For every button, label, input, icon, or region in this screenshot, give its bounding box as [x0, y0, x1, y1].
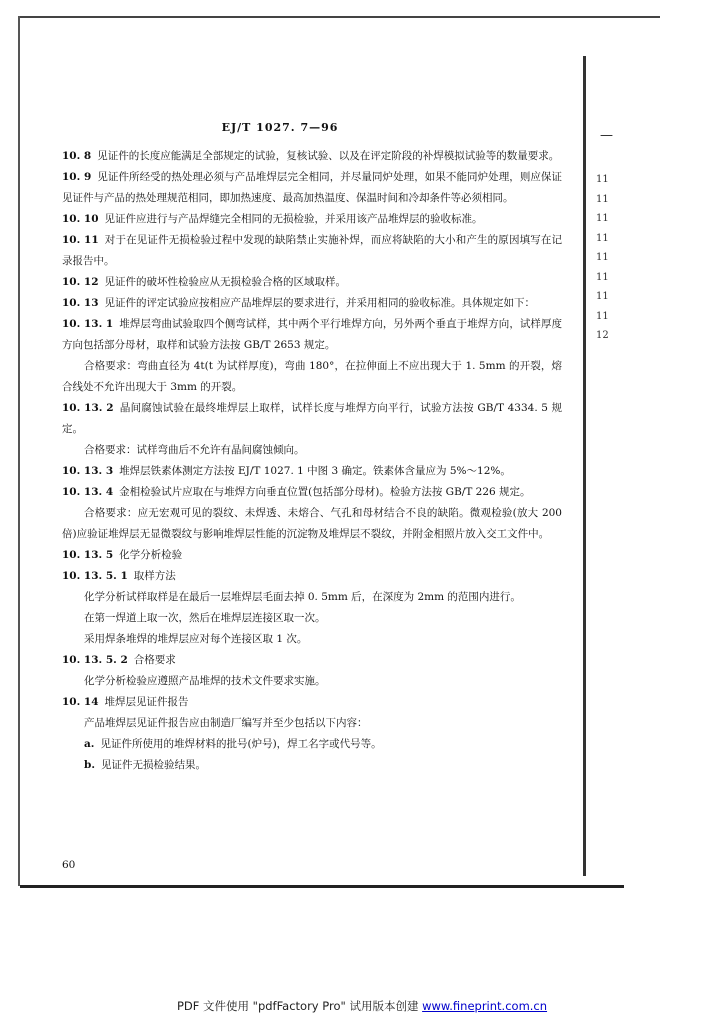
- paragraph: [62, 734, 562, 755]
- clause-text: 化学分析检验应遵照产品堆焊的技术文件要求实施。: [84, 675, 326, 687]
- margin-mark: 11: [596, 213, 609, 224]
- clause-text: 见证件的破坏性检验应从无损检验合格的区域取样。: [104, 276, 347, 288]
- paragraph: [62, 587, 562, 608]
- paragraph: [62, 692, 562, 713]
- clause-text: 见证件无损检验结果。: [101, 759, 206, 771]
- clause-text: 合格要求：应无宏观可见的裂纹、未焊透、未熔合、气孔和母材结合不良的缺陷。微观检验(放大 200 倍)应验证堆焊层无显微裂纹与影响堆焊层性能的沉淀物及堆焊层不裂纹，并附金相照片放入交工文件中。: [62, 507, 562, 540]
- clause-text: 在第一焊道上取一次，然后在堆焊层连接区取一次。: [84, 612, 326, 624]
- clause-number: 10. 10: [62, 213, 99, 225]
- paragraph: [62, 209, 562, 230]
- margin-mark: 11: [596, 252, 609, 263]
- paragraph: [62, 545, 562, 566]
- clause-text: 取样方法: [133, 570, 176, 582]
- paragraph: [62, 755, 562, 776]
- clause-text: 合格要求: [133, 654, 176, 666]
- clause-text: 采用焊条堆焊的堆焊层应对每个连接区取 1 次。: [84, 633, 308, 645]
- clause-text: 堆焊层弯曲试验取四个侧弯试样，其中两个平行堆焊方向，另外两个垂直于堆焊方向，试样厚度方向包括部分母材，取样和试验方法按 GB/T 2653 规定。: [62, 318, 563, 351]
- margin-mark: 11: [596, 291, 609, 302]
- margin-mark: 11: [596, 310, 609, 322]
- clause-number: 10. 13. 5: [62, 549, 114, 561]
- margin-mark: 11: [596, 232, 609, 244]
- paragraph: [62, 398, 562, 440]
- clause-number: 10. 8: [62, 150, 92, 162]
- paragraph: [62, 482, 562, 503]
- clause-text: 见证件所经受的热处理必须与产品堆焊层完全相同，并尽量同炉处理，如果不能同炉处理，则应保证见证件与产品的热处理规范相同，即加热速度、最高加热温度、保温时间和冷却条件等必须相同。: [62, 171, 562, 204]
- binding-edge-line: [583, 56, 586, 876]
- scan-top-edge: [20, 16, 660, 18]
- paragraph: [62, 629, 562, 650]
- clause-number: 10. 13. 4: [62, 486, 114, 498]
- right-dash: —: [600, 128, 613, 143]
- margin-mark: 11: [596, 174, 609, 185]
- clause-text: 见证件所使用的堆焊材料的批号(炉号)，焊工名字或代号等。: [100, 738, 382, 750]
- document-body: [62, 146, 562, 776]
- document-header: EJ/T 1027. 7—96: [221, 121, 339, 134]
- clause-number: 10. 13. 5. 1: [62, 570, 128, 582]
- clause-text: 堆焊层见证件报告: [104, 696, 189, 708]
- footer-link[interactable]: www.fineprint.com.cn: [422, 999, 548, 1013]
- paragraph: [62, 146, 562, 167]
- clause-number: 10. 14: [62, 696, 99, 708]
- clause-text: 合格要求：试样弯曲后不允许有晶间腐蚀倾向。: [84, 444, 305, 456]
- paragraph: [62, 671, 562, 692]
- clause-number: 10. 13. 3: [62, 465, 114, 477]
- paragraph: [62, 713, 562, 734]
- clause-number: 10. 13. 1: [62, 318, 114, 330]
- clause-number: 10. 13: [62, 297, 99, 309]
- pdf-footer: [0, 998, 724, 1014]
- clause-text: 见证件的评定试验应按相应产品堆焊层的要求进行，并采用相同的验收标准。具体规定如下：: [104, 297, 536, 309]
- clause-text: 见证件应进行与产品焊缝完全相同的无损检验，并采用该产品堆焊层的验收标准。: [104, 213, 483, 225]
- clause-text: 合格要求：弯曲直径为 4t(t 为试样厚度)，弯曲 180°，在拉伸面上不应出现大于 1. 5mm 的开裂，熔合线处不允许出现大于 3mm 的开裂。: [62, 360, 562, 393]
- clause-number: a.: [84, 738, 95, 750]
- clause-text: 见证件的长度应能满足全部规定的试验，复核试验、以及在评定阶段的补焊模拟试验等的数量要求。: [97, 150, 560, 162]
- paragraph: [62, 272, 562, 293]
- clause-text: 晶间腐蚀试验在最终堆焊层上取样，试样长度与堆焊方向平行，试验方法按 GB/T 4334. 5 规定。: [62, 402, 562, 435]
- clause-number: 10. 11: [62, 234, 99, 246]
- margin-marks: [596, 170, 616, 346]
- margin-mark: 12: [596, 330, 609, 341]
- clause-text: 化学分析试样取样是在最后一层堆焊层毛面去掉 0. 5mm 后，在深度为 2mm 的范围内进行。: [84, 591, 521, 603]
- clause-text: 堆焊层铁素体测定方法按 EJ/T 1027. 1 中图 3 确定。铁素体含量应为 5%～12%。: [119, 465, 511, 477]
- page-number: 60: [62, 859, 76, 871]
- paragraph: [62, 314, 562, 356]
- paragraph: [62, 650, 562, 671]
- clause-text: 化学分析检验: [119, 549, 183, 561]
- paragraph: [62, 230, 562, 272]
- clause-text: 金相检验试片应取在与堆焊方向垂直位置(包括部分母材)。检验方法按 GB/T 226 规定。: [119, 486, 531, 498]
- clause-number: 10. 12: [62, 276, 99, 288]
- clause-number: 10. 9: [62, 171, 92, 183]
- paragraph: [62, 503, 562, 545]
- bottom-rule: [20, 885, 624, 888]
- margin-mark: 11: [596, 271, 609, 283]
- paragraph: [62, 440, 562, 461]
- paragraph: [62, 356, 562, 398]
- clause-text: 对于在见证件无损检验过程中发现的缺陷禁止实施补焊，而应将缺陷的大小和产生的原因填写在记录报告中。: [62, 234, 562, 267]
- clause-number: b.: [84, 759, 95, 771]
- clause-number: 10. 13. 5. 2: [62, 654, 128, 666]
- clause-number: 10. 13. 2: [62, 402, 114, 414]
- margin-mark: 11: [596, 193, 609, 205]
- clause-text: 产品堆焊层见证件报告应由制造厂编写并至少包括以下内容：: [84, 717, 368, 729]
- paragraph: [62, 461, 562, 482]
- paragraph: [62, 566, 562, 587]
- paragraph: [62, 167, 562, 209]
- footer-text: PDF 文件使用 "pdfFactory Pro" 试用版本创建: [176, 999, 419, 1013]
- paragraph: [62, 608, 562, 629]
- scan-left-edge: [18, 16, 20, 886]
- paragraph: [62, 293, 562, 314]
